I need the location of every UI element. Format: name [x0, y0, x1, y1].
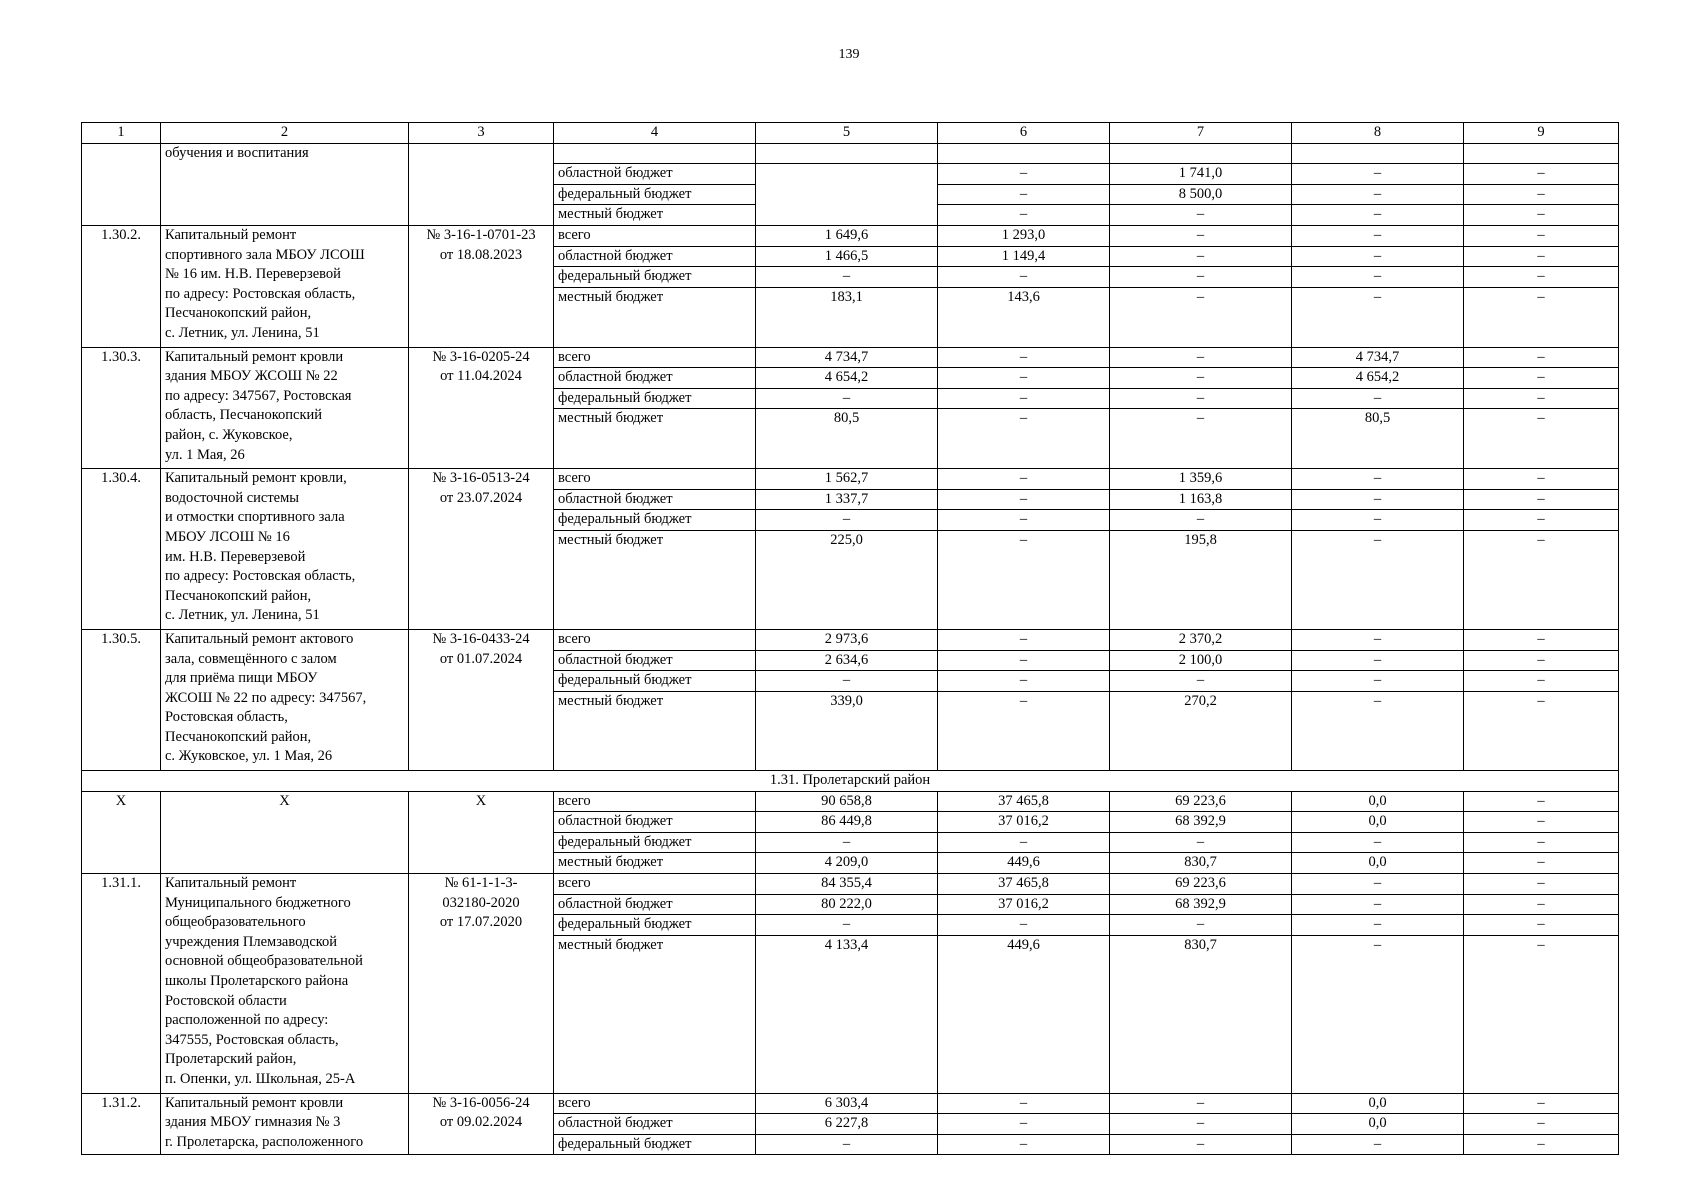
- value-cell: –: [1464, 935, 1619, 1093]
- value-cell: –: [938, 1093, 1110, 1114]
- value-cell: 69 223,6: [1110, 791, 1292, 812]
- document-number: [409, 874, 554, 1094]
- column-number: 9: [1464, 123, 1619, 144]
- value-cell: –: [1110, 246, 1292, 267]
- funding-source: всего: [554, 791, 756, 812]
- row-number: 1.30.2.: [82, 225, 161, 347]
- value-cell: 1 562,7: [756, 469, 938, 490]
- value-cell: –: [756, 832, 938, 853]
- value-cell: –: [1464, 1093, 1619, 1114]
- text-line: с. Жуковское, ул. 1 Мая, 26: [165, 748, 333, 765]
- value-cell: –: [938, 205, 1110, 226]
- value-cell: 80 222,0: [756, 894, 938, 915]
- text-line: область, Песчанокопский: [165, 407, 323, 424]
- value-cell: –: [756, 267, 938, 288]
- text-line: от 11.04.2024: [440, 368, 522, 385]
- value-cell: 4 133,4: [756, 935, 938, 1093]
- column-number: 5: [756, 123, 938, 144]
- value-cell: –: [1110, 347, 1292, 368]
- section-row: [82, 771, 1619, 792]
- value-cell: 195,8: [1110, 530, 1292, 629]
- value-cell: 90 658,8: [756, 791, 938, 812]
- funding-source: федеральный бюджет: [554, 671, 756, 692]
- value-cell: 1 293,0: [938, 225, 1110, 246]
- document-number: [409, 143, 554, 225]
- value-cell: –: [1292, 874, 1464, 895]
- value-cell: –: [1110, 205, 1292, 226]
- value-cell: 449,6: [938, 935, 1110, 1093]
- value-cell: 0,0: [1292, 1093, 1464, 1114]
- value-cell: 143,6: [938, 287, 1110, 347]
- funding-source: всего: [554, 225, 756, 246]
- empty-cell: [1292, 143, 1464, 164]
- value-cell: –: [1292, 489, 1464, 510]
- value-cell: 4 734,7: [756, 347, 938, 368]
- funding-source: федеральный бюджет: [554, 267, 756, 288]
- value-cell: 1 466,5: [756, 246, 938, 267]
- value-cell: –: [1292, 691, 1464, 770]
- value-cell: –: [1464, 691, 1619, 770]
- text-line: г. Пролетарска, расположенного: [165, 1133, 364, 1150]
- value-cell: –: [938, 164, 1110, 185]
- value-cell: –: [1292, 246, 1464, 267]
- value-cell: –: [1292, 530, 1464, 629]
- page-number: 139: [838, 47, 860, 62]
- text-line: расположенной по адресу:: [165, 1012, 329, 1029]
- text-line: Песчанокопский район,: [165, 305, 312, 322]
- value-cell: 4 209,0: [756, 853, 938, 874]
- value-cell: 270,2: [1110, 691, 1292, 770]
- empty-cell: [1464, 143, 1619, 164]
- value-cell: 37 016,2: [938, 812, 1110, 833]
- value-cell: –: [1110, 388, 1292, 409]
- value-cell: –: [1110, 287, 1292, 347]
- text-line: Капитальный ремонт кровли: [165, 1094, 344, 1111]
- text-line: от 17.07.2020: [439, 914, 523, 931]
- value-cell: 1 337,7: [756, 489, 938, 510]
- funding-source: местный бюджет: [554, 409, 756, 469]
- value-cell: –: [1292, 935, 1464, 1093]
- value-cell: –: [1464, 164, 1619, 185]
- value-cell: –: [756, 1134, 938, 1155]
- value-cell: 4 654,2: [1292, 368, 1464, 389]
- value-cell: 0,0: [1292, 812, 1464, 833]
- text-line: от 09.02.2024: [439, 1114, 523, 1131]
- value-cell: 37 465,8: [938, 791, 1110, 812]
- value-cell: –: [1464, 368, 1619, 389]
- funding-source: местный бюджет: [554, 530, 756, 629]
- text-line: № 3-16-0433-24: [432, 630, 530, 647]
- value-cell: 2 370,2: [1110, 629, 1292, 650]
- text-line: здания МБОУ гимназия № 3: [165, 1114, 341, 1131]
- value-cell: 68 392,9: [1110, 894, 1292, 915]
- value-cell: 1 359,6: [1110, 469, 1292, 490]
- value-cell: –: [1464, 874, 1619, 895]
- value-cell: 80,5: [756, 409, 938, 469]
- value-cell: –: [1292, 650, 1464, 671]
- empty-cell: [938, 143, 1110, 164]
- value-cell: –: [1464, 409, 1619, 469]
- text-line: по адресу: Ростовская область,: [165, 568, 356, 585]
- text-line: Муниципального бюджетного: [165, 894, 351, 911]
- row-number: 1.31.2.: [82, 1093, 161, 1155]
- value-cell: –: [1292, 671, 1464, 692]
- table-row: [82, 143, 1619, 164]
- value-cell: 449,6: [938, 853, 1110, 874]
- value-cell: –: [1292, 510, 1464, 531]
- document-number: [409, 791, 554, 873]
- text-line: Песчанокопский район,: [165, 728, 312, 745]
- object-name: [161, 791, 409, 873]
- text-line: и отмостки спортивного зала: [165, 509, 345, 526]
- funding-source: всего: [554, 629, 756, 650]
- value-cell: 1 741,0: [1110, 164, 1292, 185]
- column-number: 1: [82, 123, 161, 144]
- value-cell: [756, 164, 938, 226]
- value-cell: 69 223,6: [1110, 874, 1292, 895]
- value-cell: –: [938, 510, 1110, 531]
- value-cell: –: [938, 1114, 1110, 1135]
- text-line: Капитальный ремонт: [165, 226, 297, 243]
- text-line: МБОУ ЛСОШ № 16: [165, 528, 290, 545]
- document-number: [409, 225, 554, 347]
- value-cell: –: [1292, 629, 1464, 650]
- value-cell: –: [1110, 915, 1292, 936]
- funding-source: федеральный бюджет: [554, 184, 756, 205]
- value-cell: –: [938, 1134, 1110, 1155]
- value-cell: 830,7: [1110, 853, 1292, 874]
- text-line: от 01.07.2024: [439, 650, 523, 667]
- value-cell: 2 634,6: [756, 650, 938, 671]
- value-cell: –: [938, 671, 1110, 692]
- column-number: 7: [1110, 123, 1292, 144]
- text-line: № 61-1-1-3-: [444, 875, 518, 892]
- value-cell: –: [1464, 832, 1619, 853]
- text-line: учреждения Племзаводской: [165, 933, 338, 950]
- value-cell: 86 449,8: [756, 812, 938, 833]
- text-line: обучения и воспитания: [165, 144, 309, 161]
- value-cell: –: [938, 388, 1110, 409]
- value-cell: 4 654,2: [756, 368, 938, 389]
- funding-source: областной бюджет: [554, 164, 756, 185]
- table-row: [82, 1093, 1619, 1114]
- value-cell: –: [1464, 489, 1619, 510]
- value-cell: –: [1292, 184, 1464, 205]
- funding-source: областной бюджет: [554, 650, 756, 671]
- column-number: 8: [1292, 123, 1464, 144]
- value-cell: –: [1110, 671, 1292, 692]
- value-cell: –: [1464, 267, 1619, 288]
- text-line: от 23.07.2024: [439, 489, 523, 506]
- object-name: [161, 874, 409, 1094]
- value-cell: –: [938, 915, 1110, 936]
- funding-source: областной бюджет: [554, 812, 756, 833]
- text-line: спортивного зала МБОУ ЛСОШ: [165, 246, 365, 263]
- text-line: с. Летник, ул. Ленина, 51: [165, 607, 320, 624]
- funding-source: всего: [554, 347, 756, 368]
- value-cell: 6 303,4: [756, 1093, 938, 1114]
- value-cell: 183,1: [756, 287, 938, 347]
- value-cell: –: [1292, 205, 1464, 226]
- text-line: от 18.08.2023: [439, 246, 523, 263]
- object-name: [161, 347, 409, 469]
- text-line: им. Н.В. Переверзевой: [165, 548, 306, 565]
- text-line: № 16 им. Н.В. Переверзевой: [165, 266, 341, 283]
- funding-source: областной бюджет: [554, 894, 756, 915]
- table-row: [82, 225, 1619, 246]
- value-cell: 1 163,8: [1110, 489, 1292, 510]
- row-number: 1.30.4.: [82, 469, 161, 630]
- column-number-row: [82, 123, 1619, 144]
- value-cell: –: [1110, 832, 1292, 853]
- value-cell: –: [1464, 469, 1619, 490]
- funding-source: местный бюджет: [554, 205, 756, 226]
- value-cell: 68 392,9: [1110, 812, 1292, 833]
- text-line: Пролетарский район,: [165, 1051, 297, 1068]
- value-cell: –: [938, 368, 1110, 389]
- table-row: [82, 874, 1619, 895]
- value-cell: 0,0: [1292, 791, 1464, 812]
- value-cell: –: [1464, 530, 1619, 629]
- text-line: ул. 1 Мая, 26: [165, 446, 245, 463]
- value-cell: 339,0: [756, 691, 938, 770]
- text-line: основной общеобразовательной: [165, 953, 363, 970]
- value-cell: –: [1464, 671, 1619, 692]
- text-line: Ростовская область,: [165, 709, 288, 726]
- text-line: ЖСОШ № 22 по адресу: 347567,: [165, 689, 367, 706]
- value-cell: –: [938, 184, 1110, 205]
- value-cell: –: [938, 629, 1110, 650]
- text-line: Капитальный ремонт кровли: [165, 348, 344, 365]
- value-cell: 2 100,0: [1110, 650, 1292, 671]
- value-cell: –: [1464, 853, 1619, 874]
- text-line: № 3-16-0513-24: [432, 470, 530, 487]
- text-line: Капитальный ремонт актового: [165, 630, 354, 647]
- text-line: Х: [475, 792, 487, 809]
- value-cell: –: [1292, 267, 1464, 288]
- value-cell: –: [1292, 225, 1464, 246]
- section-title: 1.31. Пролетарский район: [82, 771, 1619, 792]
- value-cell: –: [938, 347, 1110, 368]
- row-number: Х: [82, 791, 161, 873]
- value-cell: 1 149,4: [938, 246, 1110, 267]
- funding-source: местный бюджет: [554, 853, 756, 874]
- table-body: [82, 123, 1619, 1155]
- funding-source: федеральный бюджет: [554, 1134, 756, 1155]
- value-cell: 830,7: [1110, 935, 1292, 1093]
- value-cell: –: [1464, 812, 1619, 833]
- value-cell: –: [756, 915, 938, 936]
- value-cell: –: [1464, 287, 1619, 347]
- value-cell: –: [1110, 368, 1292, 389]
- value-cell: 1 649,6: [756, 225, 938, 246]
- text-line: по адресу: Ростовская область,: [165, 285, 356, 302]
- value-cell: –: [1292, 915, 1464, 936]
- funding-source: всего: [554, 874, 756, 895]
- text-line: здания МБОУ ЖСОШ № 22: [165, 368, 338, 385]
- funding-source: всего: [554, 1093, 756, 1114]
- value-cell: 0,0: [1292, 1114, 1464, 1135]
- empty-cell: [756, 143, 938, 164]
- document-number: [409, 347, 554, 469]
- value-cell: 37 465,8: [938, 874, 1110, 895]
- text-line: 347555, Ростовская область,: [165, 1031, 339, 1048]
- text-line: № 3-16-0056-24: [432, 1094, 530, 1111]
- value-cell: –: [938, 469, 1110, 490]
- text-line: Капитальный ремонт кровли,: [165, 470, 347, 487]
- value-cell: –: [1292, 832, 1464, 853]
- value-cell: –: [1110, 1093, 1292, 1114]
- value-cell: 6 227,8: [756, 1114, 938, 1135]
- funding-source: местный бюджет: [554, 287, 756, 347]
- value-cell: –: [756, 510, 938, 531]
- text-line: для приёма пищи МБОУ: [165, 670, 318, 687]
- value-cell: –: [1464, 1134, 1619, 1155]
- text-line: по адресу: 347567, Ростовская: [165, 387, 352, 404]
- value-cell: –: [1464, 184, 1619, 205]
- table-row: [82, 469, 1619, 490]
- value-cell: –: [938, 530, 1110, 629]
- text-line: 032180-2020: [442, 894, 520, 911]
- value-cell: –: [1110, 1114, 1292, 1135]
- value-cell: –: [1110, 409, 1292, 469]
- funding-source: федеральный бюджет: [554, 388, 756, 409]
- text-line: зала, совмещённого с залом: [165, 650, 337, 667]
- object-name: [161, 629, 409, 770]
- text-line: № 3-16-0205-24: [432, 348, 530, 365]
- document-number: [409, 469, 554, 630]
- value-cell: –: [938, 691, 1110, 770]
- value-cell: 80,5: [1292, 409, 1464, 469]
- row-number: 1.30.5.: [82, 629, 161, 770]
- object-name: [161, 469, 409, 630]
- object-name: [161, 225, 409, 347]
- value-cell: 37 016,2: [938, 894, 1110, 915]
- text-line: общеобразовательного: [165, 914, 306, 931]
- value-cell: –: [756, 388, 938, 409]
- funding-source: всего: [554, 469, 756, 490]
- empty-cell: [1110, 143, 1292, 164]
- value-cell: –: [938, 650, 1110, 671]
- text-line: водосточной системы: [165, 489, 300, 506]
- text-line: Х: [279, 792, 290, 809]
- value-cell: –: [1464, 225, 1619, 246]
- table-row: [82, 629, 1619, 650]
- funding-source: федеральный бюджет: [554, 510, 756, 531]
- row-number: 1.31.1.: [82, 874, 161, 1094]
- column-number: 3: [409, 123, 554, 144]
- funding-source: местный бюджет: [554, 691, 756, 770]
- value-cell: –: [1292, 1134, 1464, 1155]
- value-cell: 8 500,0: [1110, 184, 1292, 205]
- value-cell: –: [938, 409, 1110, 469]
- empty-cell: [554, 143, 756, 164]
- value-cell: 0,0: [1292, 853, 1464, 874]
- object-name: [161, 1093, 409, 1155]
- value-cell: –: [1464, 388, 1619, 409]
- table-row: [82, 347, 1619, 368]
- row-number: 1.30.3.: [82, 347, 161, 469]
- value-cell: –: [1464, 629, 1619, 650]
- value-cell: –: [1464, 510, 1619, 531]
- text-line: Капитальный ремонт: [165, 875, 297, 892]
- value-cell: –: [756, 671, 938, 692]
- value-cell: 2 973,6: [756, 629, 938, 650]
- document-number: [409, 629, 554, 770]
- value-cell: –: [938, 832, 1110, 853]
- funding-source: областной бюджет: [554, 1114, 756, 1135]
- funding-source: областной бюджет: [554, 489, 756, 510]
- value-cell: –: [1292, 388, 1464, 409]
- value-cell: –: [1110, 267, 1292, 288]
- column-number: 2: [161, 123, 409, 144]
- text-line: школы Пролетарского района: [165, 973, 349, 990]
- text-line: с. Летник, ул. Ленина, 51: [165, 324, 320, 341]
- budget-table: [81, 122, 1619, 1155]
- value-cell: –: [938, 267, 1110, 288]
- value-cell: 84 355,4: [756, 874, 938, 895]
- value-cell: –: [1464, 347, 1619, 368]
- value-cell: –: [1464, 205, 1619, 226]
- value-cell: –: [1464, 791, 1619, 812]
- value-cell: –: [1464, 246, 1619, 267]
- value-cell: –: [1292, 287, 1464, 347]
- object-name: [161, 143, 409, 225]
- value-cell: –: [1464, 650, 1619, 671]
- table-row: [82, 791, 1619, 812]
- value-cell: –: [1110, 225, 1292, 246]
- funding-source: областной бюджет: [554, 368, 756, 389]
- value-cell: –: [1464, 894, 1619, 915]
- value-cell: –: [938, 489, 1110, 510]
- text-line: № 3-16-1-0701-23: [426, 226, 536, 243]
- text-line: район, с. Жуковское,: [165, 426, 293, 443]
- text-line: п. Опенки, ул. Школьная, 25-А: [165, 1070, 356, 1087]
- value-cell: 4 734,7: [1292, 347, 1464, 368]
- value-cell: –: [1292, 469, 1464, 490]
- value-cell: 225,0: [756, 530, 938, 629]
- value-cell: –: [1292, 164, 1464, 185]
- value-cell: –: [1292, 894, 1464, 915]
- text-line: Песчанокопский район,: [165, 587, 312, 604]
- funding-source: федеральный бюджет: [554, 832, 756, 853]
- row-number: [82, 143, 161, 225]
- value-cell: –: [1110, 510, 1292, 531]
- value-cell: –: [1464, 915, 1619, 936]
- funding-source: местный бюджет: [554, 935, 756, 1093]
- funding-source: федеральный бюджет: [554, 915, 756, 936]
- funding-source: областной бюджет: [554, 246, 756, 267]
- column-number: 4: [554, 123, 756, 144]
- value-cell: –: [1464, 1114, 1619, 1135]
- value-cell: –: [1110, 1134, 1292, 1155]
- text-line: Ростовской области: [165, 992, 287, 1009]
- column-number: 6: [938, 123, 1110, 144]
- document-number: [409, 1093, 554, 1155]
